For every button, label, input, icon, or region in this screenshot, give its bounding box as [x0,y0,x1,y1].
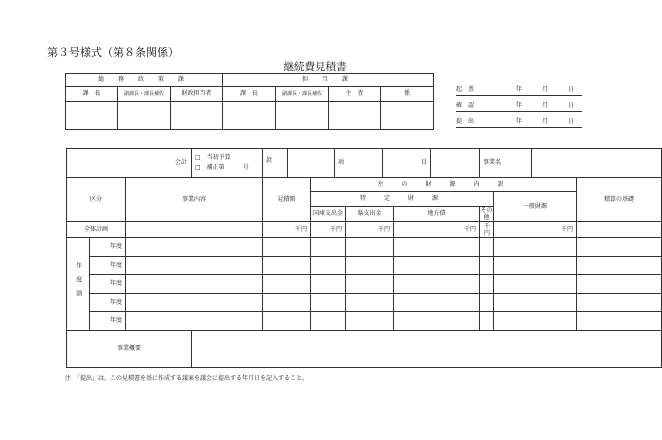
summary-label: 事業概要 [67,330,192,367]
estimate-table [66,148,662,368]
account-label: 会計 [67,149,192,178]
basis-cell[interactable] [577,222,662,238]
table-cell[interactable] [480,275,494,294]
table-cell[interactable] [394,238,480,257]
table-cell[interactable] [394,312,480,331]
staff-label: 係 [381,87,434,102]
summary-input[interactable] [192,330,662,367]
moku-label: 目 [383,149,431,178]
project-name-input[interactable] [532,149,662,178]
table-cell[interactable] [577,312,662,331]
chief2-label: 課 長 [223,87,276,102]
table-cell[interactable] [394,293,480,312]
national-header: 国庫支出金 [311,206,346,222]
stamp-box[interactable] [381,102,434,130]
table-cell[interactable] [263,275,311,294]
month-label: 月 [542,102,549,109]
unit-label[interactable]: 千円 [346,222,394,238]
budget-type-options[interactable] [192,149,263,178]
year-row-label[interactable]: 年度 [90,312,126,331]
table-cell[interactable] [126,256,263,275]
table-cell[interactable] [394,275,480,294]
date-label: 確 認 [456,102,475,109]
year-label: 年 [516,118,523,125]
day-label: 日 [568,118,575,125]
form-number: 第３号様式（第８条関係） [47,46,179,59]
stamp-box[interactable] [171,102,223,130]
footnote: 注 「提出」は、この見積書を基に作成する議案を議会に提出する年月日を記入すること。 [65,375,309,382]
month-label: 月 [542,118,549,125]
table-cell[interactable] [494,275,577,294]
table-cell[interactable] [577,275,662,294]
table-cell[interactable] [126,312,263,331]
table-cell[interactable] [577,256,662,275]
approval-stamp-table [65,73,434,130]
other-header: その他 [480,206,493,222]
table-cell[interactable] [126,293,263,312]
month-label: 月 [542,86,549,93]
table-cell[interactable] [480,312,494,331]
project-name-label: 事業名 [480,149,532,178]
table-cell[interactable] [346,238,394,257]
unit-label[interactable]: 千円 [494,222,577,238]
initial-budget-checkbox[interactable]: □ 当初予算 [195,154,231,162]
kan-label: 款 [263,149,288,178]
table-cell[interactable] [394,256,480,275]
dept-general-affairs: 総 務 政 策 課 [66,74,223,87]
moku-input[interactable] [431,149,480,178]
deputy-label: 副課長・課長補佐 [118,87,171,102]
year-split-label: 年度割 [67,238,90,331]
deputy2-label: 副課長・課長補佐 [276,87,329,102]
date-label: 提 出 [456,118,475,125]
general-source-header: 一般財源 [494,192,577,222]
date-label: 起 票 [456,86,475,93]
day-label: 日 [568,86,575,93]
table-cell[interactable] [311,256,346,275]
stamp-box[interactable] [66,102,118,130]
breakdown-header: 左 の 財 源 内 訳 [311,177,577,191]
chief-label: 課 長 [66,87,118,102]
day-label: 日 [568,102,575,109]
prefectural-header: 県支出金 [346,206,394,222]
basis-header: 積算の基礎 [577,177,662,222]
table-cell[interactable] [311,312,346,331]
content-header: 事業内容 [126,177,263,222]
table-cell[interactable] [263,312,311,331]
estimate-header: 見積額 [263,177,311,222]
stamp-box[interactable] [329,102,381,130]
table-cell[interactable] [346,293,394,312]
date-row-submit[interactable] [456,112,582,128]
stamp-box[interactable] [276,102,329,130]
table-cell[interactable] [480,256,494,275]
year-row-label[interactable]: 年度 [90,238,126,257]
unit-label[interactable]: 千円 [480,222,494,238]
supplementary-checkbox[interactable]: □ 補正第 号 [195,163,249,171]
stamp-box[interactable] [118,102,171,130]
year-row-label[interactable]: 年度 [90,275,126,294]
local-bond-header: 地方債 [394,206,480,222]
dept-in-charge: 担 当 課 [223,74,434,87]
table-cell[interactable] [494,238,577,257]
unit-label[interactable]: 千円 [311,222,346,238]
date-row-confirm[interactable] [456,96,582,112]
finance-label: 財政担当者 [171,87,223,102]
table-cell[interactable] [346,275,394,294]
document-title: 継続費見積書 [283,61,347,73]
category-header: 区分 [67,177,126,222]
table-cell[interactable] [346,312,394,331]
table-cell[interactable] [480,293,494,312]
unit-label[interactable]: 千円 [263,222,311,238]
stamp-box[interactable] [223,102,276,130]
table-cell[interactable] [126,275,263,294]
table-cell[interactable] [494,256,577,275]
table-cell[interactable] [346,256,394,275]
table-cell[interactable] [311,293,346,312]
kou-label: 項 [335,149,383,178]
table-cell[interactable] [311,238,346,257]
table-cell[interactable] [263,293,311,312]
specific-source-header: 特 定 財 源 [311,192,494,206]
table-cell[interactable] [311,275,346,294]
total-plan-label: 全体計画 [67,222,126,238]
unit-label[interactable]: 千円 [394,222,480,238]
table-cell[interactable] [480,238,494,257]
table-cell[interactable] [494,293,577,312]
date-block [456,80,582,128]
year-row-label[interactable]: 年度 [90,293,126,312]
table-cell[interactable] [494,312,577,331]
table-cell[interactable] [577,293,662,312]
year-row-label[interactable]: 年度 [90,256,126,275]
year-label: 年 [516,102,523,109]
total-content-cell[interactable] [126,222,263,238]
date-row-draft[interactable] [456,80,582,96]
year-label: 年 [516,86,523,93]
table-cell[interactable] [263,256,311,275]
supervisor-label: 主 査 [329,87,381,102]
table-cell[interactable] [126,238,263,257]
kan-input[interactable] [288,149,335,178]
table-cell[interactable] [577,238,662,257]
table-cell[interactable] [263,238,311,257]
